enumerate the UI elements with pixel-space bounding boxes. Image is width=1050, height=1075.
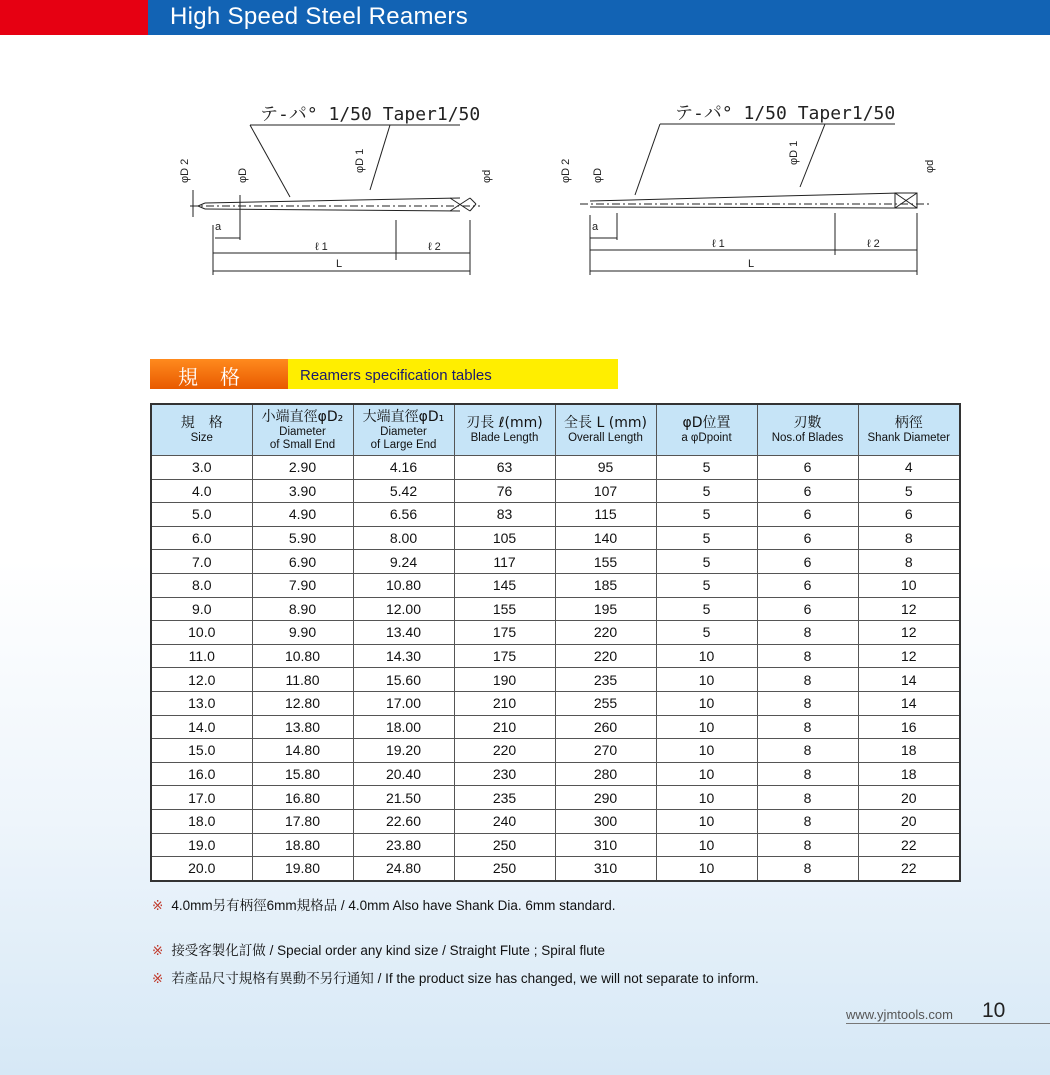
- table-cell: 19.20: [353, 739, 454, 763]
- table-cell: 20: [858, 786, 960, 810]
- svg-text:φD 2: φD 2: [560, 158, 572, 183]
- table-cell: 235: [454, 786, 555, 810]
- table-cell: 5: [656, 456, 757, 480]
- table-cell: 290: [555, 786, 656, 810]
- svg-text:φD: φD: [592, 167, 604, 183]
- table-cell: 4.0: [151, 479, 252, 503]
- table-cell: 4.90: [252, 503, 353, 527]
- table-cell: 115: [555, 503, 656, 527]
- table-cell: 21.50: [353, 786, 454, 810]
- table-cell: 16.0: [151, 762, 252, 786]
- table-cell: 24.80: [353, 857, 454, 881]
- table-cell: 145: [454, 573, 555, 597]
- table-cell: 8: [757, 621, 858, 645]
- spec-section-header: [150, 359, 618, 389]
- table-cell: 220: [555, 621, 656, 645]
- table-row: [151, 621, 960, 645]
- table-cell: 6: [757, 503, 858, 527]
- table-cell: 76: [454, 479, 555, 503]
- svg-text:φD: φD: [237, 167, 249, 183]
- table-cell: 10: [656, 762, 757, 786]
- table-cell: 12.0: [151, 668, 252, 692]
- table-cell: 11.0: [151, 644, 252, 668]
- table-cell: 8: [757, 762, 858, 786]
- table-cell: 255: [555, 691, 656, 715]
- table-cell: 8: [757, 691, 858, 715]
- table-cell: 14: [858, 691, 960, 715]
- table-cell: 250: [454, 833, 555, 857]
- table-cell: 10.80: [353, 573, 454, 597]
- table-cell: 15.80: [252, 762, 353, 786]
- table-cell: 10: [656, 691, 757, 715]
- table-cell: 22: [858, 833, 960, 857]
- table-cell: 14.0: [151, 715, 252, 739]
- table-cell: 7.0: [151, 550, 252, 574]
- table-cell: 175: [454, 644, 555, 668]
- table-cell: 20.40: [353, 762, 454, 786]
- table-row: [151, 479, 960, 503]
- table-cell: 6: [757, 550, 858, 574]
- table-cell: 8: [757, 715, 858, 739]
- table-cell: 6.90: [252, 550, 353, 574]
- table-cell: 18.80: [252, 833, 353, 857]
- table-cell: 63: [454, 456, 555, 480]
- table-cell: 13.80: [252, 715, 353, 739]
- table-cell: 5: [656, 479, 757, 503]
- table-header-row: [151, 404, 960, 456]
- table-cell: 14.80: [252, 739, 353, 763]
- table-cell: 220: [454, 739, 555, 763]
- table-cell: 18.0: [151, 809, 252, 833]
- table-cell: 8: [757, 857, 858, 881]
- svg-text:φd: φd: [924, 159, 936, 173]
- reamer-diagram-right: [555, 95, 955, 295]
- table-cell: 12.80: [252, 691, 353, 715]
- table-cell: 15.60: [353, 668, 454, 692]
- table-cell: 210: [454, 691, 555, 715]
- table-cell: 16: [858, 715, 960, 739]
- page-number: 10: [982, 999, 1006, 1022]
- table-cell: 15.0: [151, 739, 252, 763]
- spec-label-en: Reamers specification tables: [300, 367, 492, 384]
- table-cell: 300: [555, 809, 656, 833]
- table-row: [151, 762, 960, 786]
- footer-divider: [846, 1023, 1050, 1024]
- table-cell: 9.90: [252, 621, 353, 645]
- table-cell: 9.0: [151, 597, 252, 621]
- table-cell: 6: [757, 526, 858, 550]
- table-cell: 6: [858, 503, 960, 527]
- col-header-large-end: 大端直徑φD₁ Diameter of Large End: [353, 404, 454, 456]
- table-cell: 310: [555, 857, 656, 881]
- table-cell: 5.0: [151, 503, 252, 527]
- spec-label-zh: 規格: [178, 365, 262, 389]
- table-cell: 5.90: [252, 526, 353, 550]
- table-cell: 155: [555, 550, 656, 574]
- table-cell: 10: [656, 668, 757, 692]
- table-row: [151, 857, 960, 881]
- svg-text:ℓ 2: ℓ 2: [428, 241, 441, 253]
- table-cell: 5: [858, 479, 960, 503]
- table-cell: 105: [454, 526, 555, 550]
- table-row: [151, 691, 960, 715]
- table-cell: 6: [757, 573, 858, 597]
- col-header-overall-length: 全長 L (mm) Overall Length: [555, 404, 656, 456]
- table-cell: 235: [555, 668, 656, 692]
- table-cell: 20.0: [151, 857, 252, 881]
- table-cell: 3.90: [252, 479, 353, 503]
- table-cell: 250: [454, 857, 555, 881]
- table-cell: 10: [656, 786, 757, 810]
- table-cell: 8: [757, 668, 858, 692]
- svg-text:a: a: [592, 221, 599, 233]
- note-custom-order: ※ 接受客製化訂做 / Special order any kind size / Straight Flute ; Spiral flute: [152, 943, 605, 959]
- table-cell: 8: [757, 786, 858, 810]
- table-cell: 280: [555, 762, 656, 786]
- svg-text:L: L: [748, 258, 755, 270]
- svg-text:ℓ 2: ℓ 2: [867, 238, 880, 250]
- table-cell: 270: [555, 739, 656, 763]
- table-cell: 5: [656, 526, 757, 550]
- table-cell: 5: [656, 621, 757, 645]
- table-cell: 8.00: [353, 526, 454, 550]
- table-cell: 12: [858, 621, 960, 645]
- table-cell: 23.80: [353, 833, 454, 857]
- table-row: [151, 715, 960, 739]
- table-cell: 22: [858, 857, 960, 881]
- table-cell: 6: [757, 456, 858, 480]
- table-cell: 10: [656, 715, 757, 739]
- table-cell: 10: [656, 739, 757, 763]
- col-header-d-point: φD位置 a φDpoint: [656, 404, 757, 456]
- table-cell: 6.56: [353, 503, 454, 527]
- table-cell: 95: [555, 456, 656, 480]
- table-cell: 5: [656, 550, 757, 574]
- table-cell: 13.40: [353, 621, 454, 645]
- spec-table: [150, 403, 961, 882]
- table-cell: 220: [555, 644, 656, 668]
- table-cell: 8: [757, 833, 858, 857]
- table-row: [151, 503, 960, 527]
- table-cell: 185: [555, 573, 656, 597]
- table-cell: 11.80: [252, 668, 353, 692]
- table-cell: 195: [555, 597, 656, 621]
- table-cell: 240: [454, 809, 555, 833]
- table-cell: 19.0: [151, 833, 252, 857]
- table-cell: 9.24: [353, 550, 454, 574]
- svg-text:φD 1: φD 1: [788, 140, 800, 165]
- taper-label: テ-パ° 1/50 Taper1/50: [675, 103, 896, 124]
- col-header-size: 規 格 Size: [151, 404, 252, 456]
- table-row: [151, 550, 960, 574]
- table-cell: 10: [656, 809, 757, 833]
- table-cell: 18.00: [353, 715, 454, 739]
- spec-label-zh-box: [150, 359, 288, 389]
- table-cell: 175: [454, 621, 555, 645]
- table-cell: 20: [858, 809, 960, 833]
- table-cell: 8: [858, 526, 960, 550]
- note-size-change: ※ 若產品尺寸規格有異動不另行通知 / If the product size has changed, we will not separate to inform.: [152, 971, 759, 987]
- table-cell: 22.60: [353, 809, 454, 833]
- table-cell: 12.00: [353, 597, 454, 621]
- table-cell: 14.30: [353, 644, 454, 668]
- table-row: [151, 597, 960, 621]
- table-row: [151, 739, 960, 763]
- table-cell: 8: [858, 550, 960, 574]
- table-cell: 155: [454, 597, 555, 621]
- header-bar: [0, 0, 1050, 35]
- table-cell: 210: [454, 715, 555, 739]
- table-cell: 10: [656, 833, 757, 857]
- table-cell: 6: [757, 597, 858, 621]
- footer-url[interactable]: www.yjmtools.com: [846, 1007, 953, 1022]
- col-header-blade-length: 刃長 ℓ(mm) Blade Length: [454, 404, 555, 456]
- svg-text:ℓ 1: ℓ 1: [712, 238, 725, 250]
- col-header-blades: 刃數 Nos.of Blades: [757, 404, 858, 456]
- table-cell: 8: [757, 809, 858, 833]
- table-cell: 18: [858, 739, 960, 763]
- table-row: [151, 644, 960, 668]
- table-cell: 83: [454, 503, 555, 527]
- col-header-small-end: 小端直徑φD₂ Diameter of Small End: [252, 404, 353, 456]
- table-cell: 7.90: [252, 573, 353, 597]
- table-cell: 19.80: [252, 857, 353, 881]
- table-cell: 17.0: [151, 786, 252, 810]
- table-row: [151, 573, 960, 597]
- table-cell: 107: [555, 479, 656, 503]
- table-cell: 230: [454, 762, 555, 786]
- table-cell: 8.0: [151, 573, 252, 597]
- spec-label-en-box: [288, 359, 618, 389]
- table-cell: 4: [858, 456, 960, 480]
- note-shank: ※ 4.0mm另有柄徑6mm規格品 / 4.0mm Also have Shank Dia. 6mm standard.: [152, 898, 616, 914]
- table-cell: 5.42: [353, 479, 454, 503]
- table-cell: 260: [555, 715, 656, 739]
- svg-text:L: L: [336, 258, 343, 270]
- table-cell: 17.80: [252, 809, 353, 833]
- col-header-shank: 柄徑 Shank Diameter: [858, 404, 960, 456]
- table-cell: 14: [858, 668, 960, 692]
- table-cell: 6: [757, 479, 858, 503]
- table-row: [151, 809, 960, 833]
- table-cell: 5: [656, 573, 757, 597]
- taper-label: テ-パ° 1/50 Taper1/50: [260, 104, 481, 125]
- table-cell: 2.90: [252, 456, 353, 480]
- table-row: [151, 526, 960, 550]
- table-cell: 8: [757, 644, 858, 668]
- table-cell: 10: [656, 857, 757, 881]
- table-row: [151, 456, 960, 480]
- table-cell: 10.0: [151, 621, 252, 645]
- svg-text:ℓ 1: ℓ 1: [315, 241, 328, 253]
- table-cell: 190: [454, 668, 555, 692]
- table-cell: 17.00: [353, 691, 454, 715]
- table-cell: 8.90: [252, 597, 353, 621]
- table-cell: 310: [555, 833, 656, 857]
- table-row: [151, 833, 960, 857]
- table-row: [151, 786, 960, 810]
- table-cell: 12: [858, 644, 960, 668]
- table-cell: 4.16: [353, 456, 454, 480]
- table-cell: 8: [757, 739, 858, 763]
- table-cell: 5: [656, 503, 757, 527]
- table-cell: 117: [454, 550, 555, 574]
- table-cell: 140: [555, 526, 656, 550]
- svg-text:φD 2: φD 2: [179, 158, 191, 183]
- table-cell: 3.0: [151, 456, 252, 480]
- table-cell: 16.80: [252, 786, 353, 810]
- table-cell: 12: [858, 597, 960, 621]
- table-cell: 10: [858, 573, 960, 597]
- header-red-accent: [0, 0, 148, 35]
- table-body: [151, 456, 960, 881]
- table-cell: 13.0: [151, 691, 252, 715]
- table-cell: 10.80: [252, 644, 353, 668]
- reamer-diagram-left: [160, 95, 500, 295]
- svg-text:φD 1: φD 1: [354, 148, 366, 173]
- table-cell: 6.0: [151, 526, 252, 550]
- table-cell: 18: [858, 762, 960, 786]
- page-title: High Speed Steel Reamers: [170, 3, 469, 30]
- table-cell: 10: [656, 644, 757, 668]
- svg-text:φd: φd: [481, 169, 493, 183]
- table-cell: 5: [656, 597, 757, 621]
- table-row: [151, 668, 960, 692]
- svg-text:a: a: [215, 221, 222, 233]
